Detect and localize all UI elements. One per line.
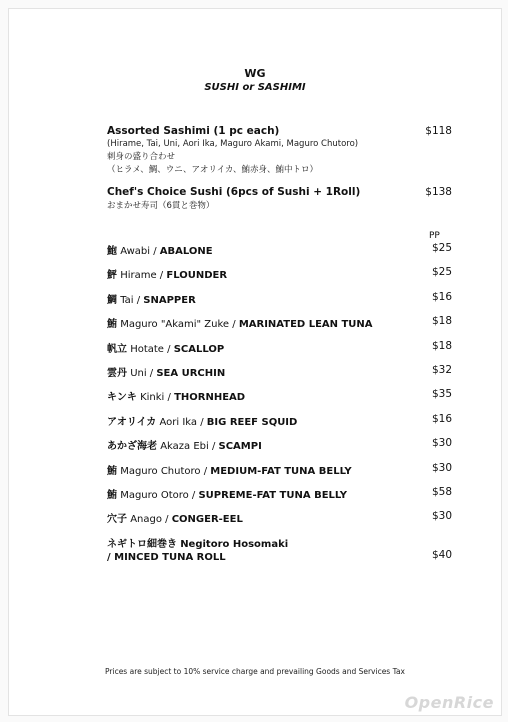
item-romaji: Hirame xyxy=(120,270,157,282)
set-japanese-name: 刺身の盛り合わせ xyxy=(107,152,176,162)
item-japanese-name: 鮪 xyxy=(107,465,117,477)
item-english-name: FLOUNDER xyxy=(166,270,228,282)
item-english-name: BIG REEF SQUID xyxy=(206,416,298,428)
item-separator: / xyxy=(161,514,172,526)
item-romaji: Akaza Ebi xyxy=(160,441,209,453)
item-separator: / xyxy=(229,319,239,331)
set-chef-choice-sushi xyxy=(107,186,452,211)
set-name: Assorted Sashimi (1 pc each) xyxy=(107,125,280,137)
menu-item xyxy=(107,388,452,402)
item-japanese-name: 鮪 xyxy=(107,490,117,501)
item-separator: / xyxy=(156,270,167,282)
item-english-name: THORNHEAD xyxy=(174,392,246,404)
menu-item xyxy=(107,340,452,354)
item-price: $58 xyxy=(431,486,452,498)
item-separator: / xyxy=(150,246,160,257)
set-name: Chef's Choice Sushi (6pcs of Sushi + 1Roll) xyxy=(107,186,361,198)
menu-item xyxy=(107,291,452,305)
item-romaji: Maguro "Akami" Zuke xyxy=(120,319,230,331)
item-price: $18 xyxy=(431,339,452,352)
menu-item xyxy=(107,315,452,329)
per-piece-label: PP xyxy=(429,231,440,241)
item-separator: / xyxy=(200,465,211,477)
item-japanese-name: 鮃 xyxy=(107,270,117,282)
item-japanese-name: 鮪 xyxy=(107,319,117,331)
menu-item xyxy=(107,462,452,476)
item-english-name: MARINATED LEAN TUNA xyxy=(238,319,373,331)
menu-header xyxy=(9,67,501,93)
item-romaji: Maguro Otoro xyxy=(120,490,189,501)
item-romaji: Hotate xyxy=(130,343,164,355)
item-english-name: SUPREME-FAT TUNA BELLY xyxy=(198,490,347,501)
set-japanese-desc: （ヒラメ、鯛、ウニ、アオリイカ、鮪赤身、鮪中トロ） xyxy=(107,165,319,175)
item-romaji: Maguro Chutoro xyxy=(120,465,201,477)
item-romaji: Uni xyxy=(130,368,147,379)
item-english-name: SNAPPER xyxy=(143,294,196,306)
set-price: $118 xyxy=(425,125,452,137)
item-romaji: Kinki xyxy=(140,392,165,404)
menu-item xyxy=(107,486,452,500)
item-english-name: MEDIUM-FAT TUNA BELLY xyxy=(210,465,352,477)
item-price: $18 xyxy=(431,315,452,328)
item-price: $30 xyxy=(431,510,452,523)
item-romaji: Awabi xyxy=(120,246,151,257)
item-romaji: Anago xyxy=(130,514,162,526)
item-japanese-name: 雲丹 xyxy=(107,368,127,379)
set-assorted-sashimi xyxy=(107,125,452,175)
menu-item xyxy=(107,437,452,451)
item-price: $40 xyxy=(431,549,452,561)
item-japanese-name: 帆立 xyxy=(107,343,127,355)
item-separator: / xyxy=(146,368,157,379)
item-english-name: SCALLOP xyxy=(173,343,225,355)
item-separator: / xyxy=(164,392,175,404)
item-romaji: Negitoro Hosomaki xyxy=(180,539,289,550)
item-japanese-name: あかざ海老 xyxy=(107,441,157,453)
menu-item xyxy=(107,242,452,256)
item-japanese-name: キンキ xyxy=(107,392,137,404)
item-separator: / xyxy=(188,490,199,501)
menu-page xyxy=(8,8,502,716)
item-separator: / xyxy=(163,343,174,355)
item-english-name: / MINCED TUNA ROLL xyxy=(107,552,226,563)
item-price: $25 xyxy=(431,266,452,279)
menu-item xyxy=(107,413,452,427)
brand-title: WG xyxy=(244,67,266,80)
item-separator: / xyxy=(197,416,207,428)
item-english-name: ABALONE xyxy=(159,246,213,257)
item-romaji: Aori Ika xyxy=(159,416,198,428)
item-english-name: SCAMPI xyxy=(218,441,262,453)
item-japanese-name: 鮑 xyxy=(107,246,117,257)
menu-item xyxy=(107,266,452,280)
item-price: $30 xyxy=(431,461,452,474)
item-japanese-name: 鯛 xyxy=(107,294,117,306)
menu-item-negitoro xyxy=(107,535,452,567)
openrice-watermark: OpenRice xyxy=(404,693,494,712)
menu-item xyxy=(107,510,452,524)
section-title: SUSHI or SASHIMI xyxy=(204,82,306,93)
menu-item xyxy=(107,364,452,378)
set-price: $138 xyxy=(425,186,452,198)
item-japanese-name: 穴子 xyxy=(107,514,127,526)
item-price: $16 xyxy=(431,412,452,425)
item-price: $16 xyxy=(431,290,452,303)
set-description: (Hirame, Tai, Uni, Aori Ika, Maguro Akami, Maguro Chutoro) xyxy=(107,139,359,149)
item-price: $25 xyxy=(431,242,452,254)
item-japanese-name: ネギトロ細巻き xyxy=(107,539,177,550)
item-romaji: Tai xyxy=(120,294,134,306)
item-japanese-name: アオリイカ xyxy=(107,416,157,428)
price-footnote: Prices are subject to 10% service charge and prevailing Goods and Services Tax xyxy=(105,667,405,676)
item-separator: / xyxy=(208,441,219,453)
set-japanese-name: おまかせ寿司（6貫と巻物） xyxy=(107,201,215,211)
item-price: $35 xyxy=(431,388,452,401)
item-english-name: SEA URCHIN xyxy=(156,368,226,379)
item-price: $32 xyxy=(431,364,452,376)
item-separator: / xyxy=(133,294,144,306)
item-price: $30 xyxy=(431,437,452,450)
item-english-name: CONGER-EEL xyxy=(171,514,243,526)
